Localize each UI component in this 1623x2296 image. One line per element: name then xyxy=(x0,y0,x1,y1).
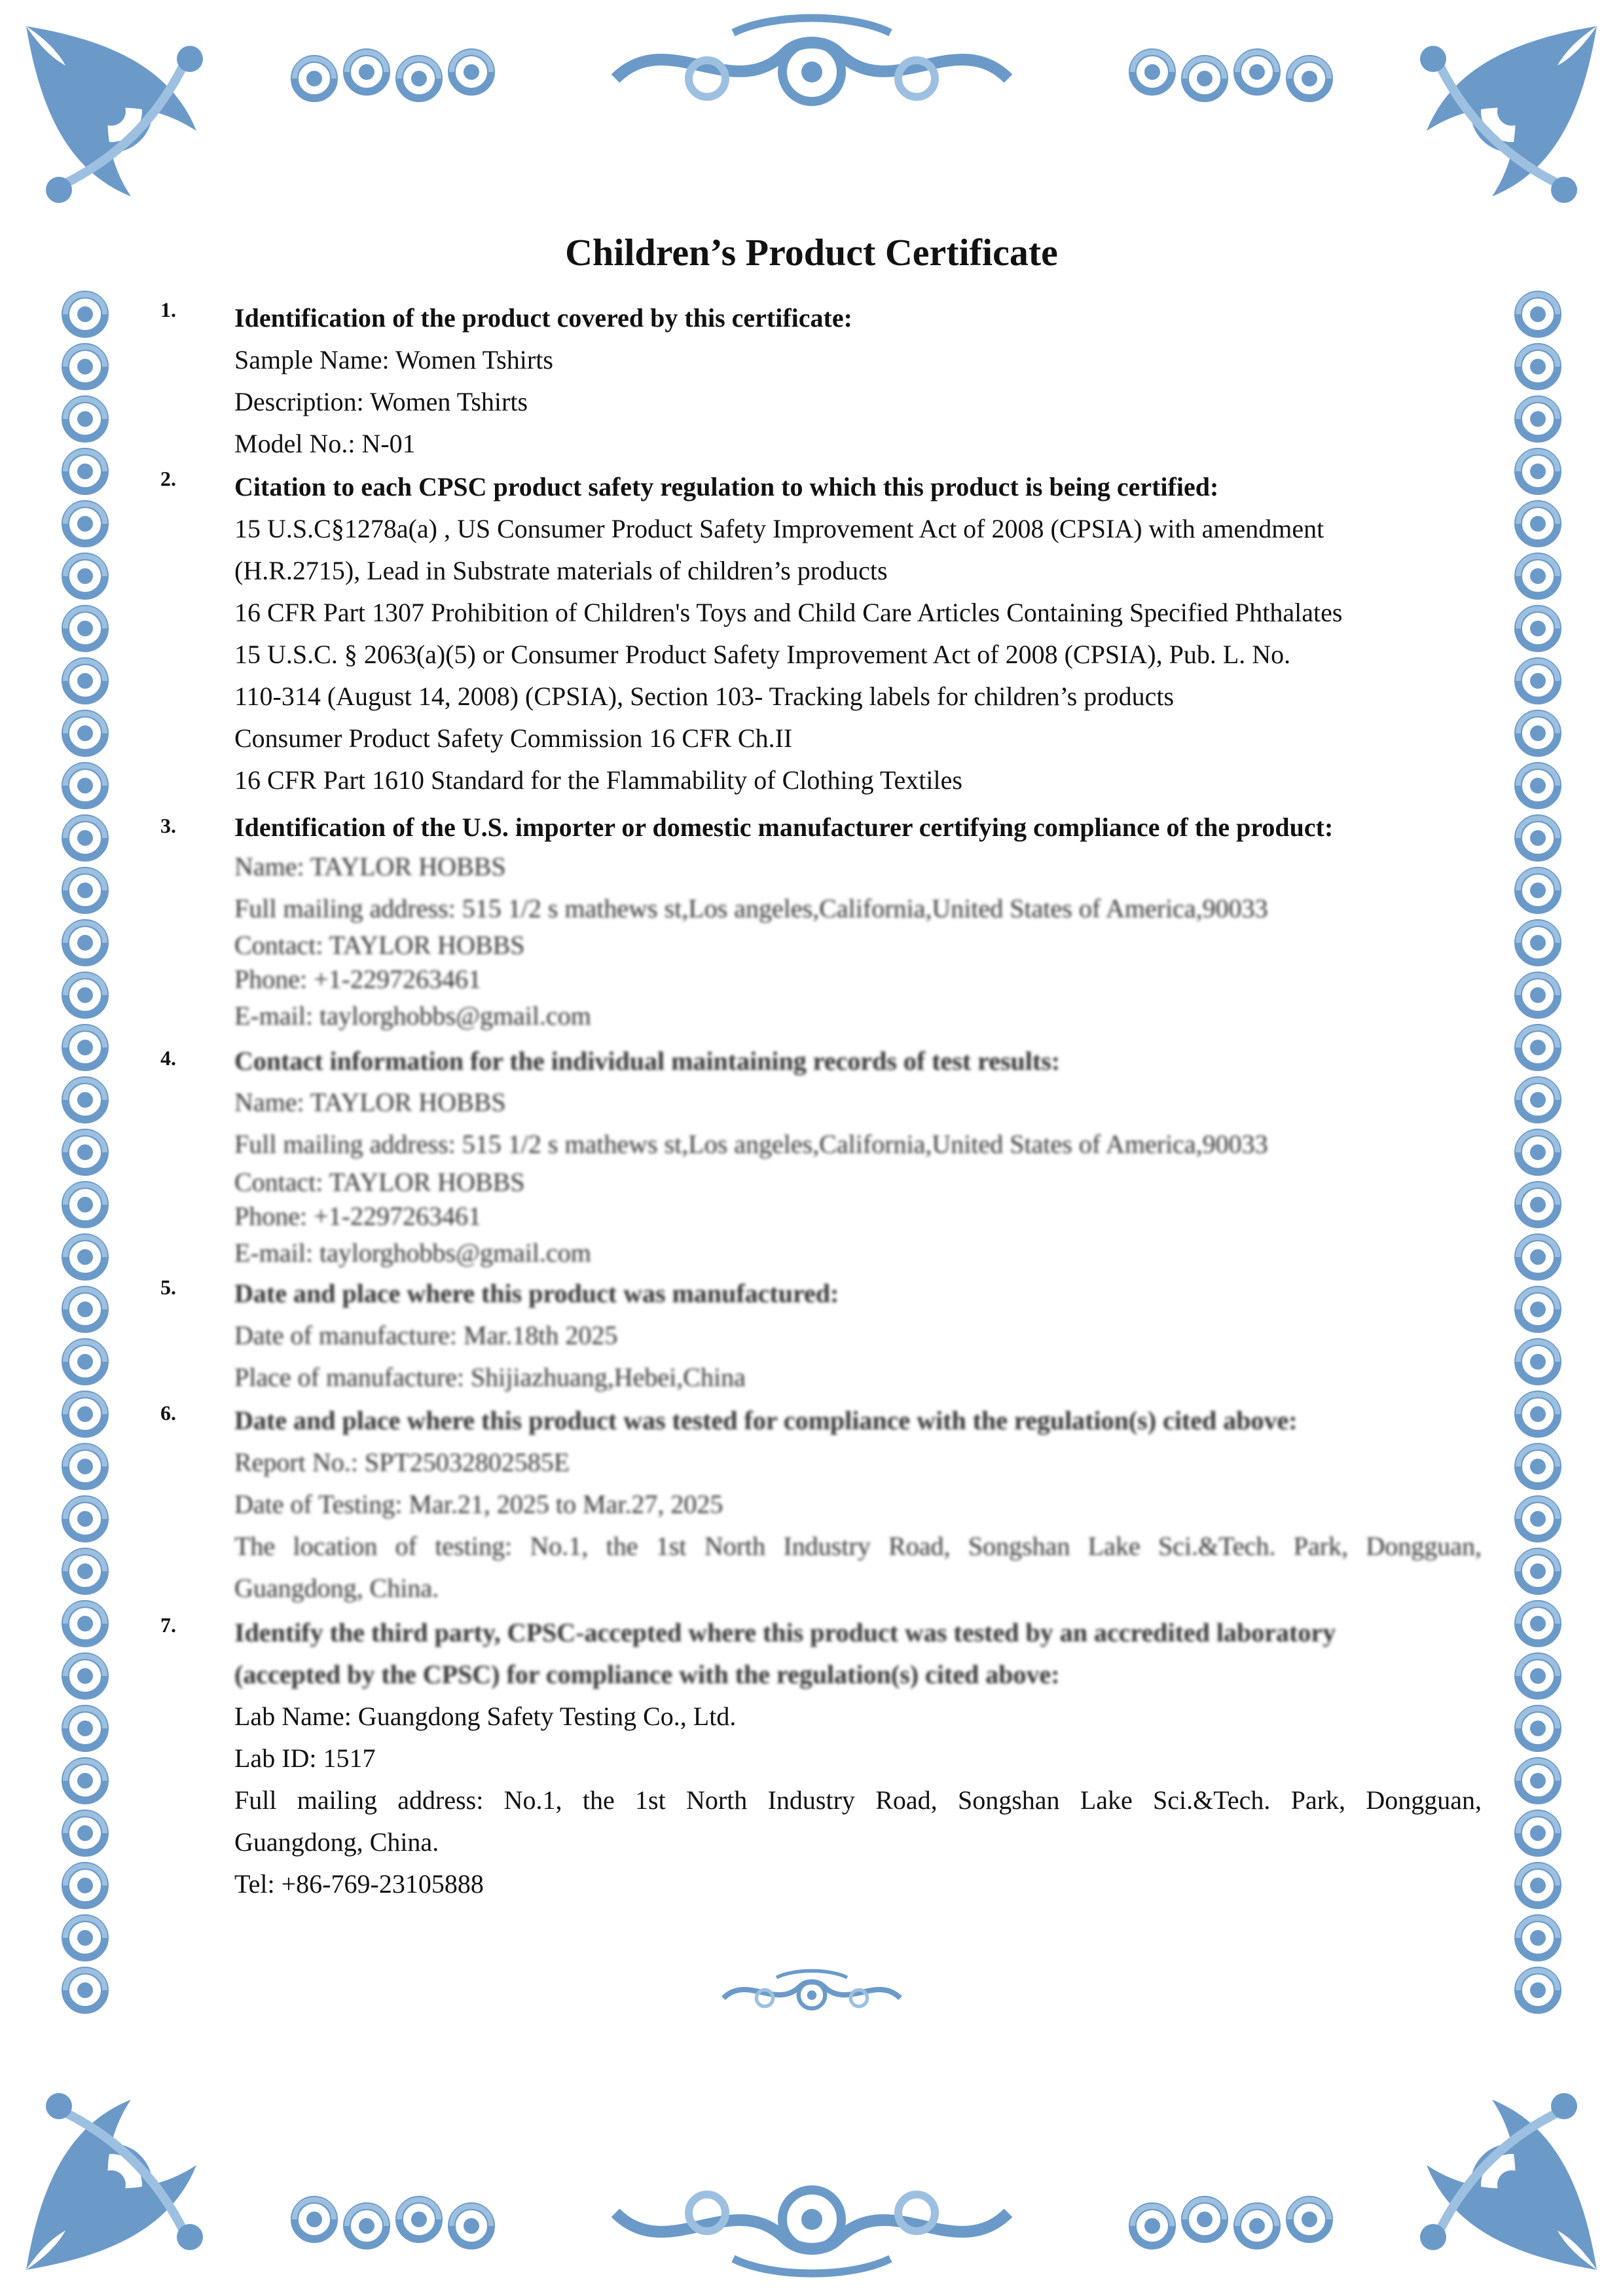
section-5-number: 5. xyxy=(160,1275,176,1299)
section-6-line: Report No.: SPT25032802585E xyxy=(234,1448,570,1477)
section-3-line: Phone: +1-2297263461 xyxy=(234,964,481,994)
section-3-line: Full mailing address: 515 1/2 s mathews st,Los angeles,California,United States of America,90033 xyxy=(234,894,1268,923)
section-1-line: Model No.: N-01 xyxy=(234,429,416,458)
section-4-line: Full mailing address: 515 1/2 s mathews st,Los angeles,California,United States of America,90033 xyxy=(234,1129,1268,1159)
section-3-number: 3. xyxy=(160,814,176,837)
section-3-line: Contact: TAYLOR HOBBS xyxy=(234,930,525,960)
section-6-line: The location of testing: No.1, the 1st North Industry Road, Songshan Lake Sci.&Tech. Park, Dongguan, xyxy=(234,1531,1482,1561)
certificate-title: Children’s Product Certificate xyxy=(565,231,1058,274)
section-2-line: 110-314 (August 14, 2008) (CPSIA), Section 103- Tracking labels for children’s products xyxy=(234,682,1175,711)
section-7-line: (accepted by the CPSC) for compliance with the regulation(s) cited above: xyxy=(234,1660,1060,1689)
section-7-line: Tel: +86-769-23105888 xyxy=(234,1869,484,1899)
section-4-line: E-mail: taylorghobbs@gmail.com xyxy=(234,1238,591,1267)
section-2-line: Consumer Product Safety Commission 16 CFR Ch.II xyxy=(234,723,793,753)
section-1-heading: Identification of the product covered by this certificate: xyxy=(234,303,852,333)
section-4-number: 4. xyxy=(160,1046,176,1070)
section-4-heading: Contact information for the individual maintaining records of test results: xyxy=(234,1046,1061,1076)
section-2-line: 15 U.S.C§1278a(a) , US Consumer Product Safety Improvement Act of 2008 (CPSIA) with amendment xyxy=(234,514,1324,543)
section-6-heading: Date and place where this product was tested for compliance with the regulation(s) cited above: xyxy=(234,1406,1298,1435)
section-6-line: Date of Testing: Mar.21, 2025 to Mar.27, 2025 xyxy=(234,1489,723,1519)
section-7-heading: Identify the third party, CPSC-accepted where this product was tested by an accredited laboratory xyxy=(234,1618,1336,1647)
section-2-line: (H.R.2715), Lead in Substrate materials of children’s products xyxy=(234,556,888,585)
section-3-line: E-mail: taylorghobbs@gmail.com xyxy=(234,1001,591,1030)
section-7-line: Guangdong, China. xyxy=(234,1827,439,1857)
section-7-line: Full mailing address: No.1, the 1st North Industry Road, Songshan Lake Sci.&Tech. Park, Dongguan, xyxy=(234,1785,1482,1815)
section-2-line: 16 CFR Part 1610 Standard for the Flammability of Clothing Textiles xyxy=(234,765,962,795)
section-2-number: 2. xyxy=(160,467,176,490)
section-7-line: Lab Name: Guangdong Safety Testing Co., Ltd. xyxy=(234,1702,737,1731)
section-1-line: Sample Name: Women Tshirts xyxy=(234,345,553,374)
section-4-line: Name: TAYLOR HOBBS xyxy=(234,1087,506,1117)
section-3-heading: Identification of the U.S. importer or domestic manufacturer certifying compliance of the product: xyxy=(234,812,1334,842)
section-7-line: Lab ID: 1517 xyxy=(234,1743,376,1773)
section-1-number: 1. xyxy=(160,298,176,321)
section-5-line: Date of manufacture: Mar.18th 2025 xyxy=(234,1321,618,1350)
section-2-line: 15 U.S.C. § 2063(a)(5) or Consumer Product Safety Improvement Act of 2008 (CPSIA), Pub. L. No. xyxy=(234,640,1291,669)
section-5-line: Place of manufacture: Shijiazhuang,Hebei,China xyxy=(234,1362,746,1392)
section-4-line: Phone: +1-2297263461 xyxy=(234,1201,481,1231)
section-5-heading: Date and place where this product was manufactured: xyxy=(234,1279,839,1308)
section-3-line: Name: TAYLOR HOBBS xyxy=(234,852,506,881)
section-2-heading: Citation to each CPSC product safety regulation to which this product is being certified: xyxy=(234,472,1219,501)
section-1-line: Description: Women Tshirts xyxy=(234,387,528,416)
section-6-number: 6. xyxy=(160,1401,176,1425)
section-2-line: 16 CFR Part 1307 Prohibition of Children's Toys and Child Care Articles Containing Specified Phthalates xyxy=(234,598,1343,627)
section-6-line: Guangdong, China. xyxy=(234,1573,439,1603)
section-4-line: Contact: TAYLOR HOBBS xyxy=(234,1167,525,1197)
section-7-number: 7. xyxy=(160,1613,176,1637)
